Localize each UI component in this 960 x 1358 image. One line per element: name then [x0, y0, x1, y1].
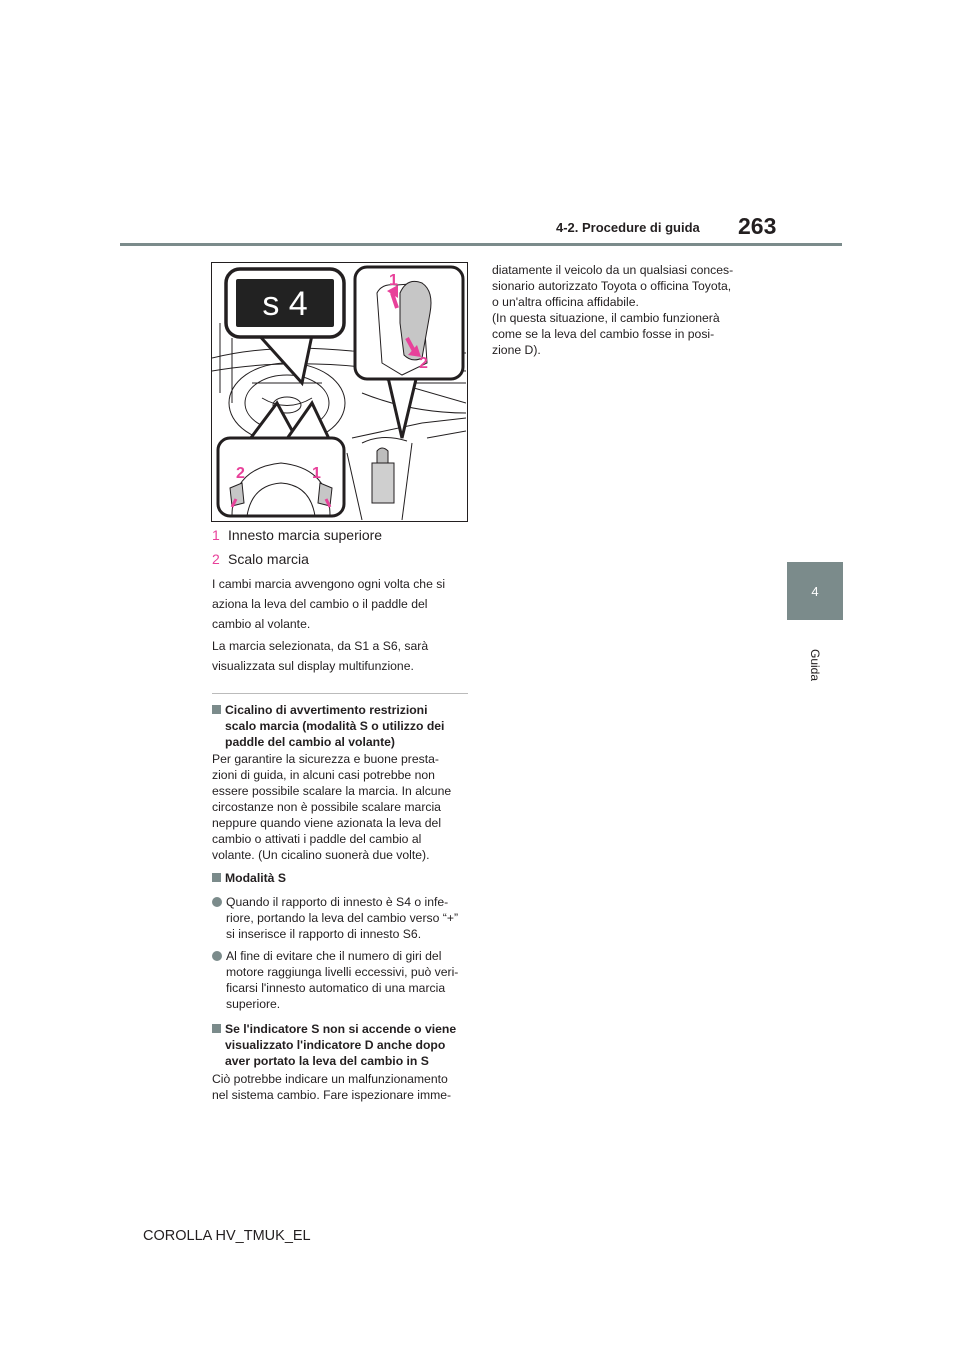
text-line: cambio al volante.	[212, 617, 311, 631]
text-line: Ciò potrebbe indicare un malfunzionamento	[212, 1072, 448, 1086]
callout-number-2-paddle: 2	[236, 465, 245, 482]
text-line: diatamente il veicolo da un qualsiasi conces-	[492, 263, 734, 277]
text-line: volante. (Un cicalino suonerà due volte).	[212, 848, 430, 862]
text-line: essere possibile scalare la marcia. In alcune	[212, 784, 452, 798]
legend-number: 2	[212, 551, 220, 567]
text-line: sionario autorizzato Toyota o officina Toyota,	[492, 279, 732, 293]
text-line: I cambi marcia avvengono ogni volta che si	[212, 577, 446, 591]
heading-line: paddle del cambio al volante)	[225, 735, 395, 749]
text-line: neppure quando viene azionata la leva del	[212, 816, 442, 830]
legend-number: 1	[212, 527, 220, 543]
indicator-body	[212, 1071, 470, 1103]
header-rule	[120, 243, 842, 246]
text-line: superiore.	[226, 997, 281, 1011]
text-line: cambio o attivati i paddle del cambio al	[212, 832, 422, 846]
round-bullet-icon	[212, 951, 222, 961]
shift-illustration	[211, 262, 468, 522]
intro-paragraph-1	[212, 574, 470, 634]
heading-line	[212, 702, 474, 718]
heading-line: scalo marcia (modalità S o utilizzo dei	[225, 719, 445, 733]
heading-text: Cicalino di avvertimento restrizioni	[225, 703, 428, 717]
round-bullet-icon	[212, 897, 222, 907]
text-line: o un'altra officina affidabile.	[492, 295, 639, 309]
square-bullet-icon	[212, 1024, 221, 1033]
legend-label: Innesto marcia superiore	[228, 527, 383, 543]
display-text: s 4	[262, 285, 308, 323]
callout-number-1-upper: 1	[389, 272, 398, 289]
chapter-tab-label: Guida	[808, 648, 822, 682]
text-line: zione D).	[492, 343, 541, 357]
text-line: nel sistema cambio. Fare ispezionare imme-	[212, 1088, 452, 1102]
paddle-callout	[218, 403, 344, 516]
text-line: Al fine di evitare che il numero di giri del	[226, 949, 442, 963]
text-line: visualizzata sul display multifunzione.	[212, 659, 414, 673]
text-line: riore, portando la leva del cambio verso “+”	[226, 911, 459, 925]
heading-text: Modalità S	[225, 871, 286, 885]
heading-line	[212, 1021, 474, 1037]
text-line: ficarsi l'innesto automatico di una marcia	[226, 981, 446, 995]
heading-line: aver portato la leva del cambio in S	[225, 1054, 429, 1068]
legend-item-upshift	[212, 527, 382, 543]
indicator-heading	[212, 1021, 474, 1069]
chapter-tab-number: 4	[811, 584, 819, 599]
right-column-text	[492, 262, 757, 358]
mode-s-bullet-2	[226, 948, 474, 1012]
mode-s-bullet-1	[226, 894, 474, 942]
heading-line: visualizzato l'indicatore D anche dopo	[225, 1038, 446, 1052]
text-line: Per garantire la sicurezza e buone presta-	[212, 752, 439, 766]
text-line: aziona la leva del cambio o il paddle del	[212, 597, 428, 611]
text-line: La marcia selezionata, da S1 a S6, sarà	[212, 639, 429, 653]
text-line: come se la leva del cambio fosse in posi-	[492, 327, 715, 341]
text-line: (In questa situazione, il cambio funzionerà	[492, 311, 720, 325]
warning-body	[212, 751, 470, 863]
legend-item-downshift	[212, 551, 309, 567]
mode-s-heading	[212, 870, 474, 886]
text-line: Quando il rapporto di innesto è S4 o infe-	[226, 895, 449, 909]
cockpit-drawing	[212, 263, 466, 520]
text-line: motore raggiunga livelli eccessivi, può veri-	[226, 965, 459, 979]
text-line: circostanze non è possibile scalare marcia	[212, 800, 441, 814]
warning-heading	[212, 702, 474, 750]
square-bullet-icon	[212, 873, 221, 882]
footer-model-code: COROLLA HV_TMUK_EL	[143, 1228, 311, 1244]
display-callout	[226, 269, 344, 383]
legend-label: Scalo marcia	[228, 551, 309, 567]
text-line: zioni di guida, in alcuni casi potrebbe non	[212, 768, 435, 782]
text-line: si inserisce il rapporto di innesto S6.	[226, 927, 422, 941]
page-number: 263	[738, 213, 777, 239]
heading-text: Se l'indicatore S non si accende o viene	[225, 1022, 457, 1036]
callout-number-1-paddle: 1	[312, 465, 321, 482]
square-bullet-icon	[212, 705, 221, 714]
header-section-title: 4-2. Procedure di guida	[556, 220, 700, 235]
section-divider	[212, 693, 468, 694]
callout-number-2-lower: 2	[419, 355, 428, 372]
intro-paragraph-2	[212, 636, 470, 676]
